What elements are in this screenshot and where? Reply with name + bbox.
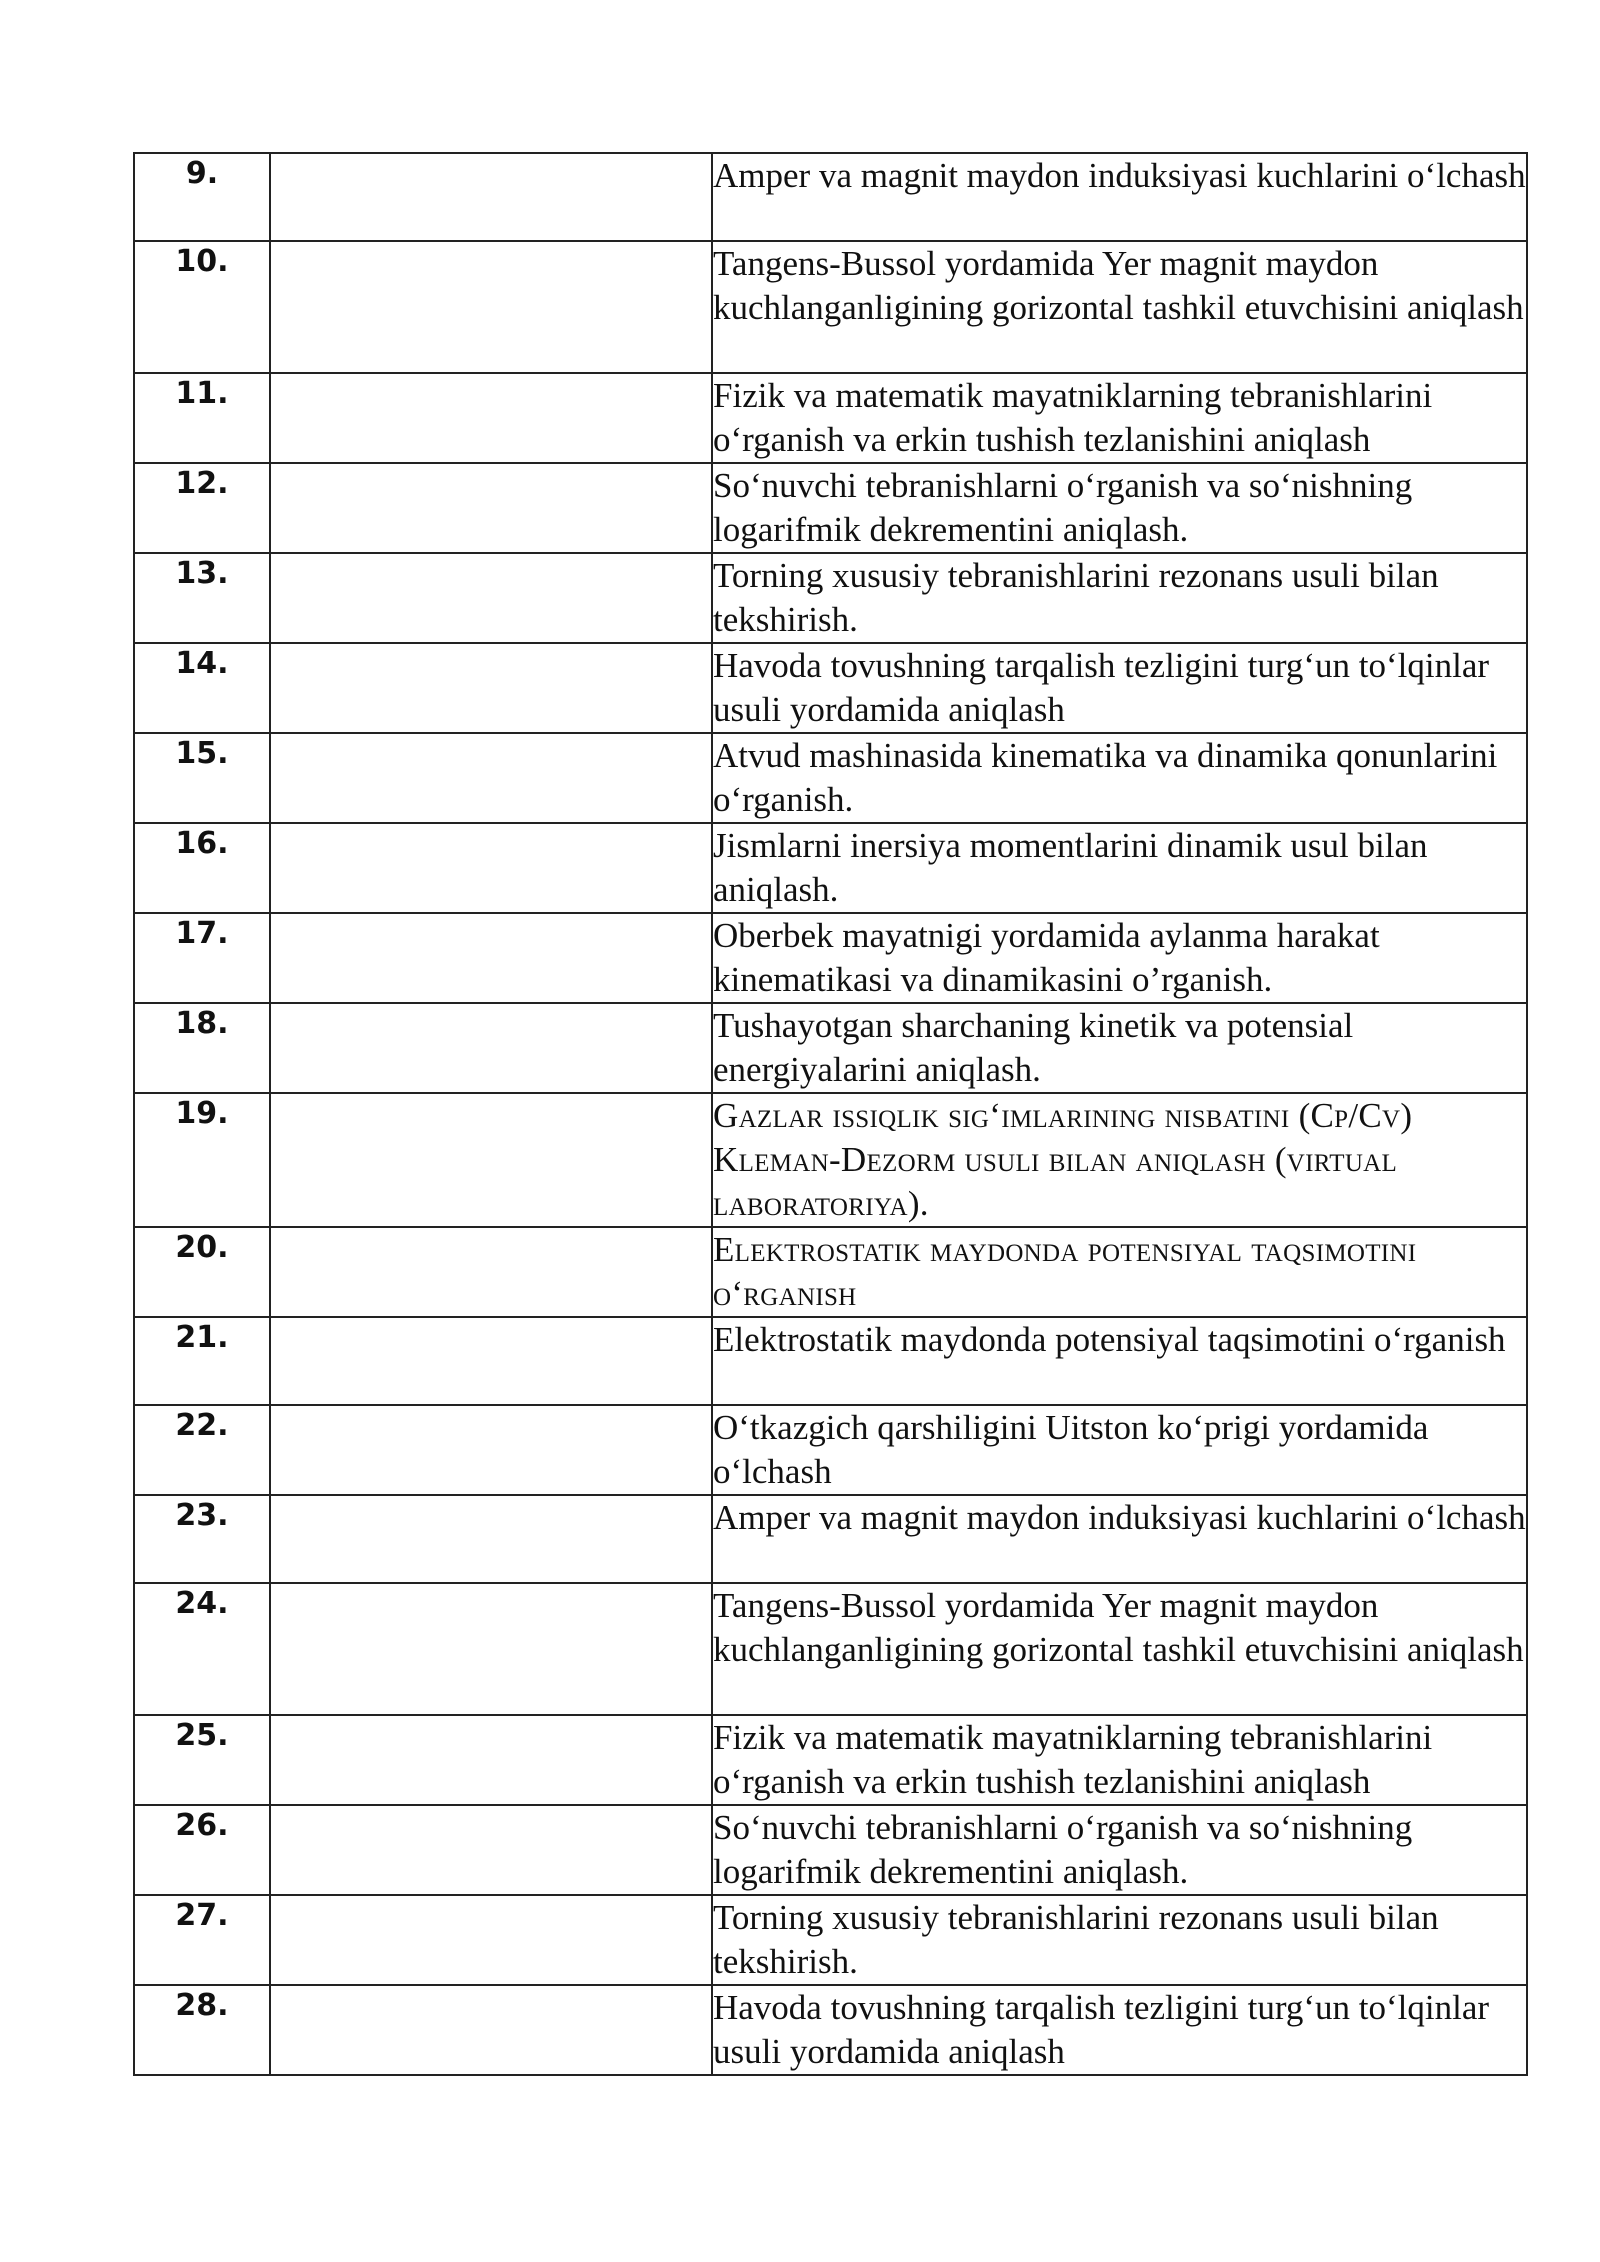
empty-cell	[270, 1003, 712, 1093]
lab-work-title: Torning xususiy tebranishlarini rezonans usuli bilan tekshirish.	[712, 1895, 1527, 1985]
table-row	[134, 1317, 1527, 1405]
table-row	[134, 1227, 1527, 1317]
row-number: 28.	[134, 1985, 270, 2075]
lab-work-title: Oberbek mayatnigi yordamida aylanma harakat kinematikasi va dinamikasini o’rganish.	[712, 913, 1527, 1003]
lab-work-title: Torning xususiy tebranishlarini rezonans usuli bilan tekshirish.	[712, 553, 1527, 643]
table-row	[134, 1985, 1527, 2075]
empty-cell	[270, 241, 712, 373]
lab-work-title: O‘tkazgich qarshiligini Uitston ko‘prigi yordamida o‘lchash	[712, 1405, 1527, 1495]
empty-cell	[270, 1895, 712, 1985]
empty-cell	[270, 1805, 712, 1895]
row-number: 20.	[134, 1227, 270, 1317]
row-number: 9.	[134, 153, 270, 241]
table-row	[134, 153, 1527, 241]
empty-cell	[270, 153, 712, 241]
row-number: 18.	[134, 1003, 270, 1093]
table-row	[134, 1805, 1527, 1895]
table-row	[134, 241, 1527, 373]
empty-cell	[270, 643, 712, 733]
row-number: 21.	[134, 1317, 270, 1405]
lab-work-title: Gazlar issiqlik sig‘imlarining nisbatini (Cp/Cv) Kleman-Dezorm usuli bilan aniqlash (virtual laboratoriya).	[712, 1093, 1527, 1227]
lab-work-title: Havoda tovushning tarqalish tezligini turg‘un to‘lqinlar usuli yordamida aniqlash	[712, 643, 1527, 733]
row-number: 22.	[134, 1405, 270, 1495]
table-row	[134, 823, 1527, 913]
lab-works-table-body	[134, 153, 1527, 2075]
empty-cell	[270, 823, 712, 913]
lab-work-title: Tangens-Bussol yordamida Yer magnit maydon kuchlanganligining gorizontal tashkil etuvchisini aniqlash	[712, 1583, 1527, 1715]
empty-cell	[270, 1227, 712, 1317]
table-row	[134, 913, 1527, 1003]
empty-cell	[270, 373, 712, 463]
row-number: 23.	[134, 1495, 270, 1583]
table-row	[134, 553, 1527, 643]
lab-work-title: Fizik va matematik mayatniklarning tebranishlarini o‘rganish va erkin tushish tezlanishini aniqlash	[712, 373, 1527, 463]
lab-work-title: Tushayotgan sharchaning kinetik va potensial energiyalarini aniqlash.	[712, 1003, 1527, 1093]
lab-work-title: Fizik va matematik mayatniklarning tebranishlarini o‘rganish va erkin tushish tezlanishini aniqlash	[712, 1715, 1527, 1805]
row-number: 11.	[134, 373, 270, 463]
row-number: 26.	[134, 1805, 270, 1895]
empty-cell	[270, 1495, 712, 1583]
row-number: 16.	[134, 823, 270, 913]
table-row	[134, 463, 1527, 553]
empty-cell	[270, 1715, 712, 1805]
row-number: 10.	[134, 241, 270, 373]
lab-work-title: Havoda tovushning tarqalish tezligini turg‘un to‘lqinlar usuli yordamida aniqlash	[712, 1985, 1527, 2075]
row-number: 27.	[134, 1895, 270, 1985]
empty-cell	[270, 1985, 712, 2075]
empty-cell	[270, 1405, 712, 1495]
lab-work-title: Atvud mashinasida kinematika va dinamika qonunlarini o‘rganish.	[712, 733, 1527, 823]
lab-works-table	[133, 152, 1528, 2076]
table-row	[134, 1495, 1527, 1583]
row-number: 14.	[134, 643, 270, 733]
row-number: 13.	[134, 553, 270, 643]
empty-cell	[270, 463, 712, 553]
row-number: 15.	[134, 733, 270, 823]
empty-cell	[270, 1093, 712, 1227]
lab-work-title: Amper va magnit maydon induksiyasi kuchlarini o‘lchash	[712, 153, 1527, 241]
row-number: 12.	[134, 463, 270, 553]
lab-work-title: So‘nuvchi tebranishlarni o‘rganish va so‘nishning logarifmik dekrementini aniqlash.	[712, 463, 1527, 553]
table-row	[134, 1583, 1527, 1715]
lab-work-title: Jismlarni inersiya momentlarini dinamik usul bilan aniqlash.	[712, 823, 1527, 913]
row-number: 25.	[134, 1715, 270, 1805]
table-row	[134, 373, 1527, 463]
lab-work-title: Elektrostatik maydonda potensiyal taqsimotini o‘rganish	[712, 1227, 1527, 1317]
row-number: 17.	[134, 913, 270, 1003]
table-row	[134, 1715, 1527, 1805]
lab-work-title: Amper va magnit maydon induksiyasi kuchlarini o‘lchash	[712, 1495, 1527, 1583]
table-row	[134, 1895, 1527, 1985]
lab-work-title: Tangens-Bussol yordamida Yer magnit maydon kuchlanganligining gorizontal tashkil etuvchisini aniqlash	[712, 241, 1527, 373]
empty-cell	[270, 553, 712, 643]
empty-cell	[270, 733, 712, 823]
table-row	[134, 643, 1527, 733]
empty-cell	[270, 913, 712, 1003]
row-number: 19.	[134, 1093, 270, 1227]
lab-work-title: Elektrostatik maydonda potensiyal taqsimotini o‘rganish	[712, 1317, 1527, 1405]
table-row	[134, 733, 1527, 823]
empty-cell	[270, 1317, 712, 1405]
table-row	[134, 1093, 1527, 1227]
table-row	[134, 1003, 1527, 1093]
row-number: 24.	[134, 1583, 270, 1715]
lab-work-title: So‘nuvchi tebranishlarni o‘rganish va so‘nishning logarifmik dekrementini aniqlash.	[712, 1805, 1527, 1895]
table-row	[134, 1405, 1527, 1495]
empty-cell	[270, 1583, 712, 1715]
